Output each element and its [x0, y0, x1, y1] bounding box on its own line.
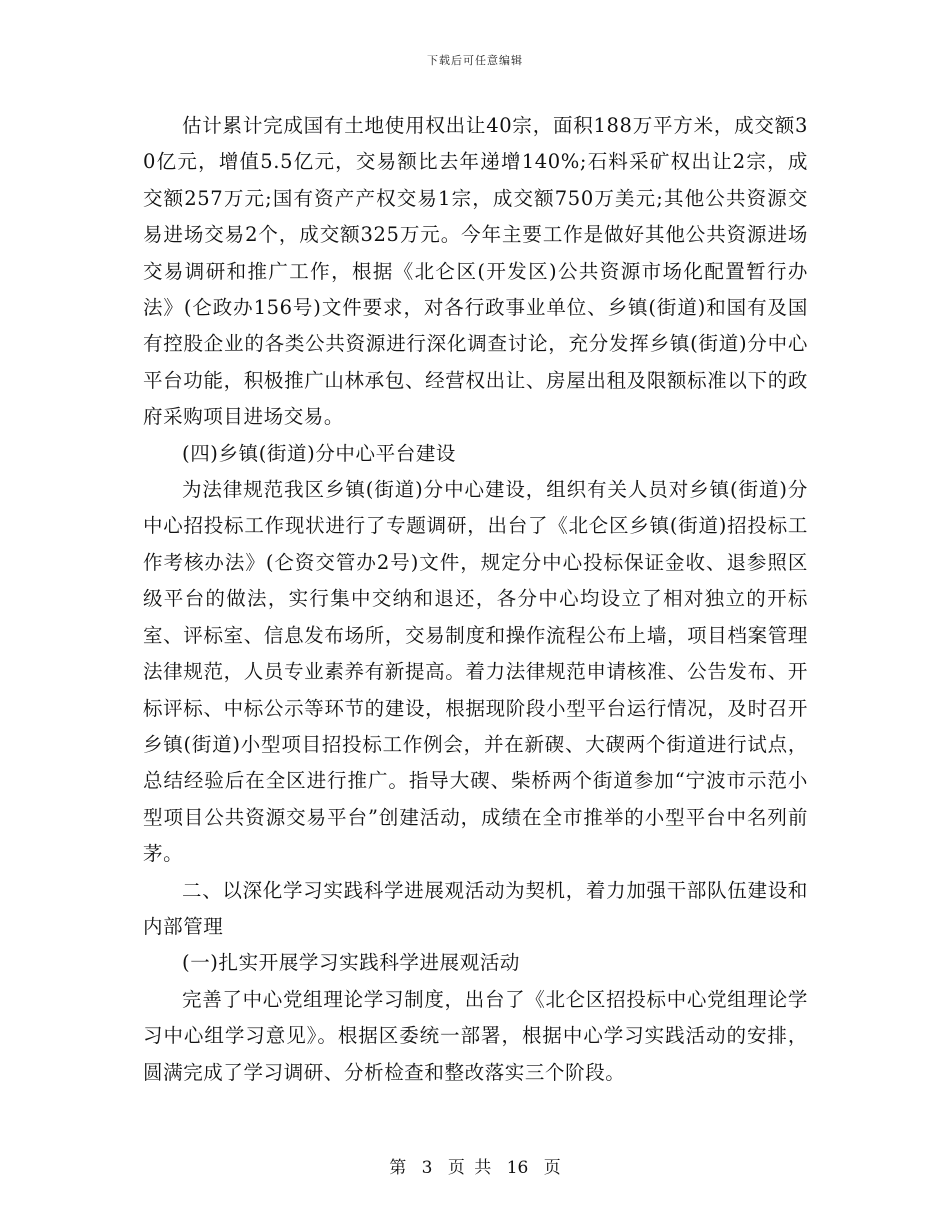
paragraph-township-platform: 为法律规范我区乡镇(街道)分中心建设，组织有关人员对乡镇(街道)分中心招投标工作现状进行了专题调研，出台了《北仑区乡镇(街道)招投标工作考核办法》(仑资交管办2号)文件，规定分中心投标保证金收、退参照区级平台的做法，实行集中交纳和退还，各分中心均设立了相对独立的开标室、评标室、信息发布场所，交易制度和操作流程公布上墙，项目档案管理法律规范，人员专业素养有新提高。着力法律规范申请核准、公告发布、开标评标、中标公示等环节的建设，根据现阶段小型平台运行情况，及时召开乡镇(街道)小型项目招投标工作例会，并在新碶、大碶两个街道进行试点，总结经验后在全区进行推广。指导大碶、柴桥两个街道参加“宁波市示范小型项目公共资源交易平台”创建活动，成绩在全市推举的小型平台中名列前茅。	[143, 478, 808, 866]
document-body	[143, 108, 808, 1091]
footer-suffix: 页	[543, 1158, 561, 1178]
section-heading-study-practice: (一)扎实开展学习实践科学进展观活动	[182, 951, 521, 975]
section-heading-cadre-building: 二、以深化学习实践科学进展观活动为契机，着力加强干部队伍建设和内部管理	[143, 878, 808, 938]
page-header: 下载后可任意编辑	[427, 54, 523, 67]
footer-page-number: 3	[421, 1158, 433, 1178]
paragraph-study-practice: 完善了中心党组理论学习制度，出台了《北仑区招投标中心党组理论学习中心组学习意见》。根据区委统一部署，根据中心学习实践活动的安排，圆满完成了学习调研、分析检查和整改落实三个阶段。	[143, 987, 808, 1084]
footer-prefix: 第	[389, 1158, 407, 1178]
footer-middle: 页 共	[447, 1158, 492, 1178]
footer-page-total: 16	[506, 1158, 529, 1178]
section-heading-township-platform: (四)乡镇(街道)分中心平台建设	[182, 441, 457, 465]
page-footer	[0, 1153, 950, 1178]
paragraph-land-transactions: 估计累计完成国有土地使用权出让40宗，面积188万平方米，成交额30亿元，增值5.5亿元，交易额比去年递增140%;石料采矿权出让2宗，成交额257万元;国有资产产权交易1宗，成交额750万美元;其他公共资源交易进场交易2个，成交额325万元。今年主要工作是做好其他公共资源进场交易调研和推广工作，根据《北仑区(开发区)公共资源市场化配置暂行办法》(仑政办156号)文件要求，对各行政事业单位、乡镇(街道)和国有及国有控股企业的各类公共资源进行深化调查讨论，充分发挥乡镇(街道)分中心平台功能，积极推广山林承包、经营权出让、房屋出租及限额标准以下的政府采购项目进场交易。	[143, 114, 808, 429]
